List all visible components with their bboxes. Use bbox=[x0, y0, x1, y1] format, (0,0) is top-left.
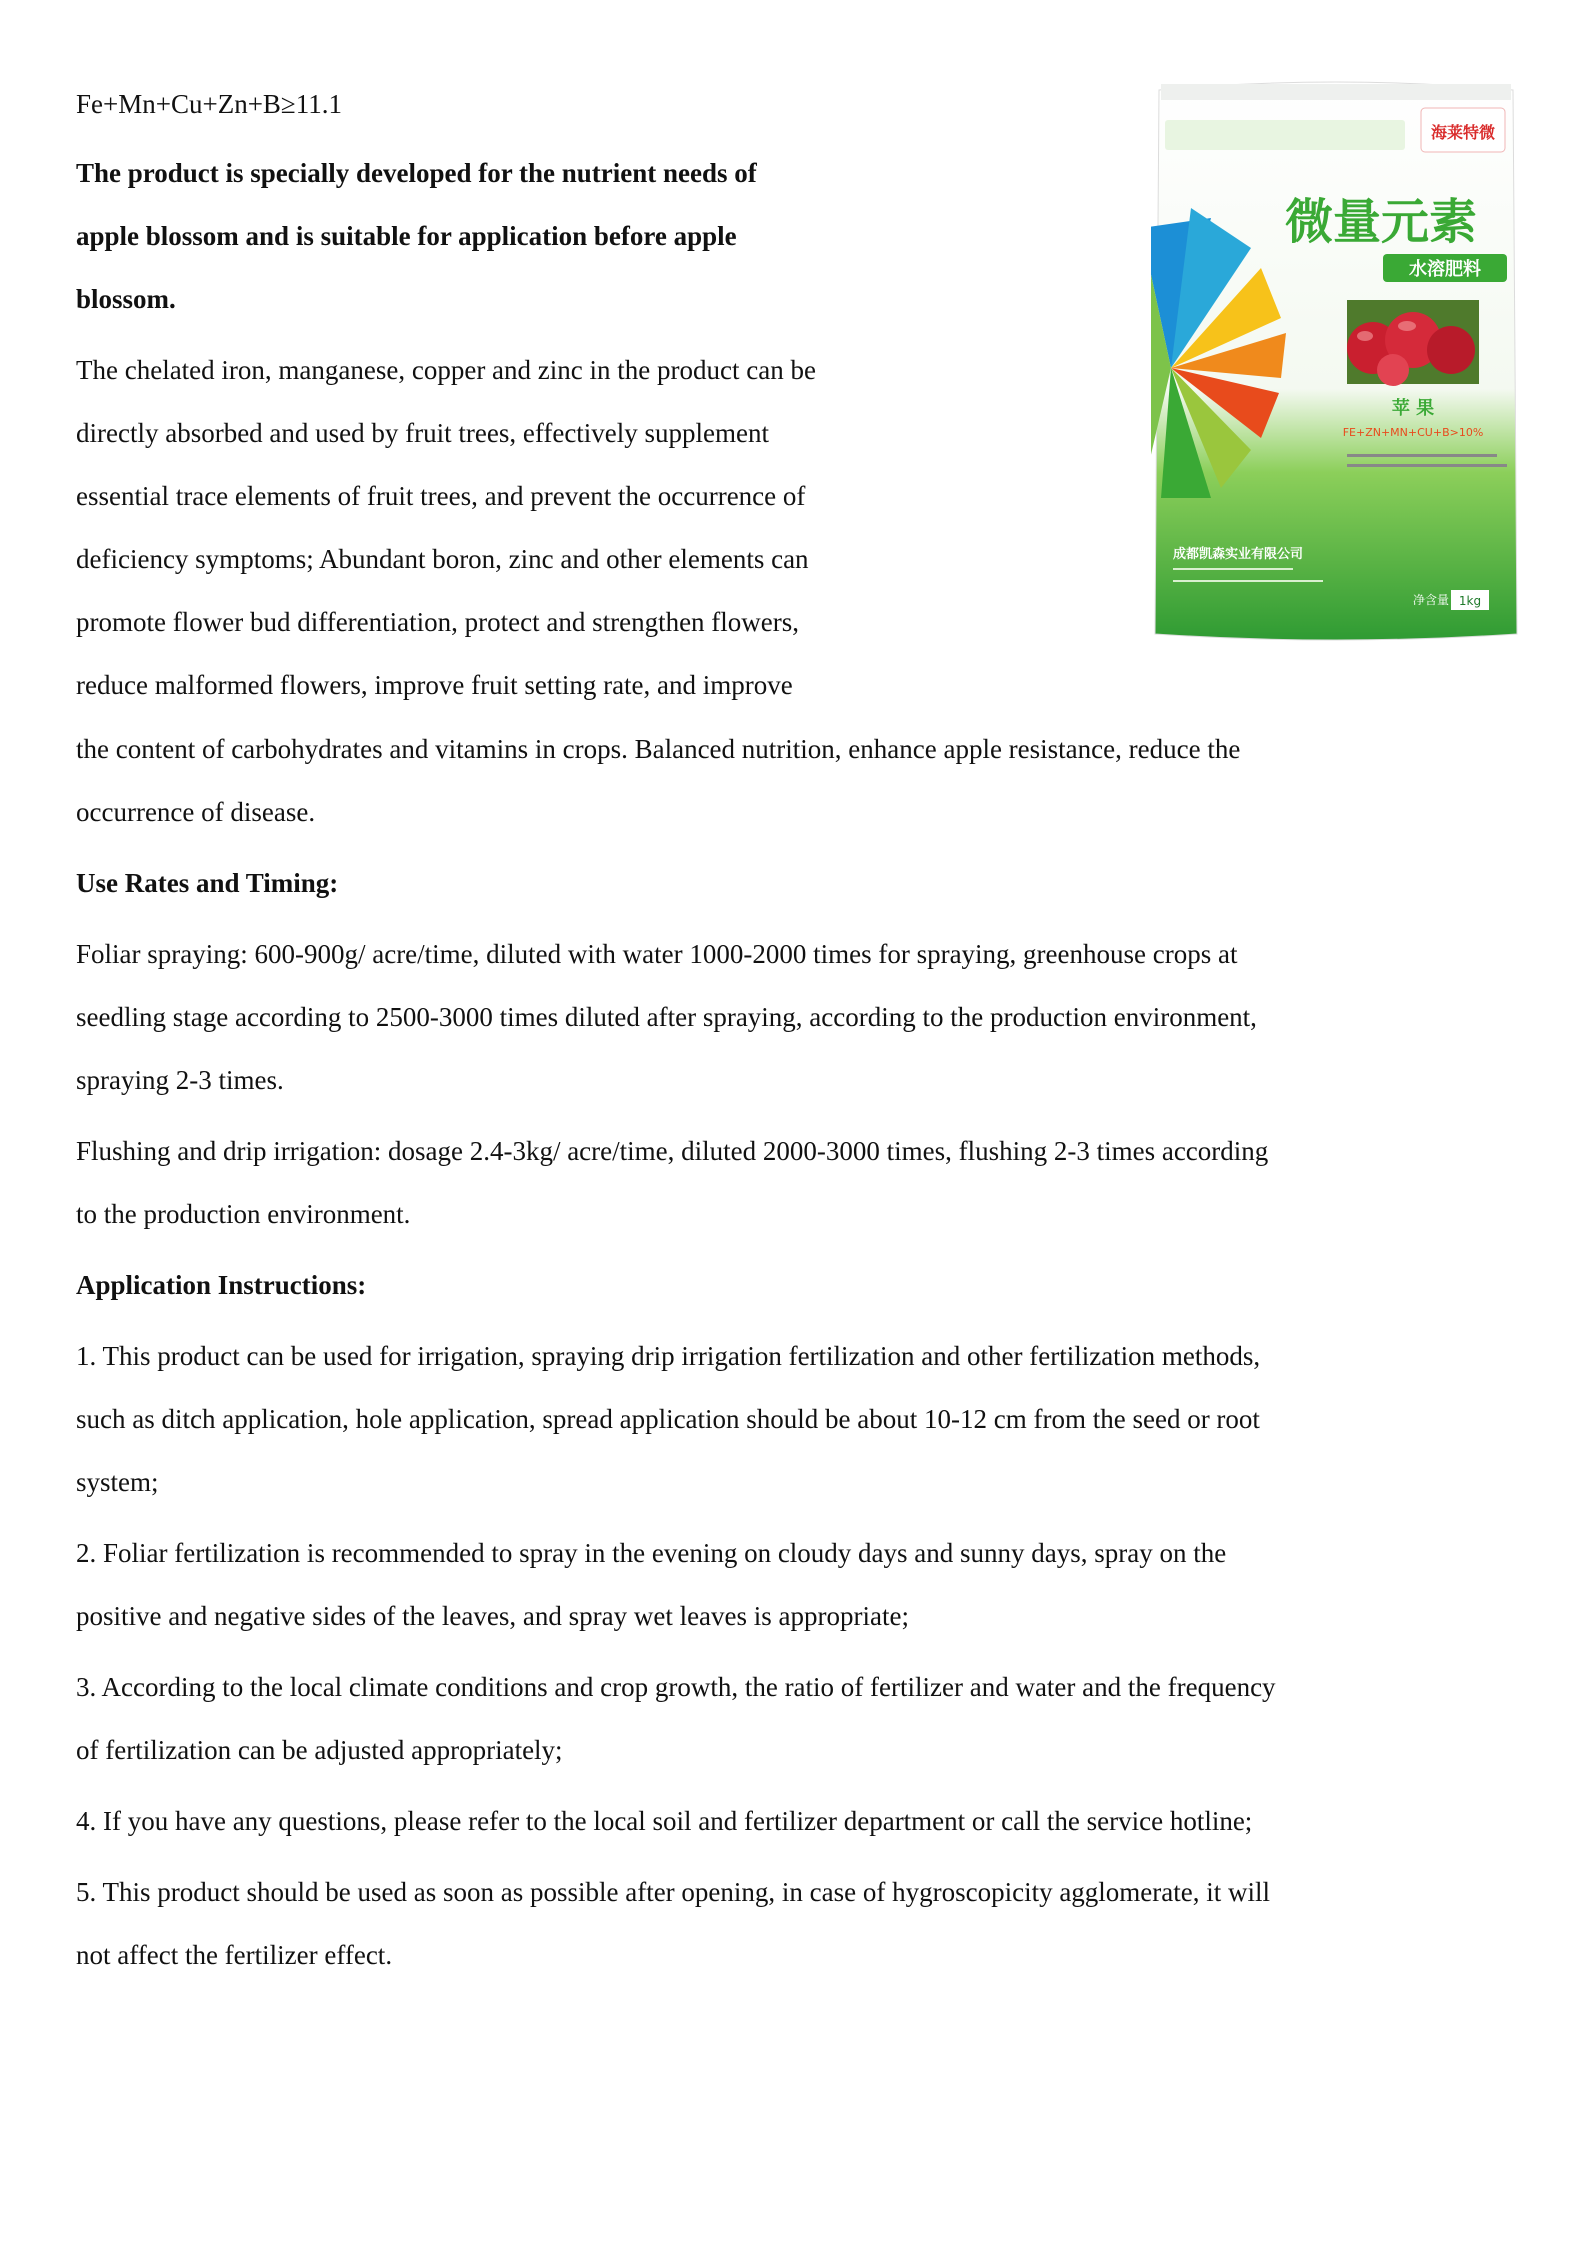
description-line: reduce malformed flowers, improve fruit setting rate, and improve bbox=[76, 670, 793, 700]
instruction-item bbox=[76, 1656, 1516, 1782]
intro-column bbox=[76, 0, 976, 717]
instruction-line: of fertilization can be adjusted appropriately; bbox=[76, 1735, 563, 1765]
instruction-item bbox=[76, 1790, 1516, 1853]
foliar-line: spraying 2-3 times. bbox=[76, 1065, 284, 1095]
instruction-line: positive and negative sides of the leaves, and spray wet leaves is appropriate; bbox=[76, 1601, 909, 1631]
bag-weight-value: 1kg bbox=[1458, 594, 1482, 608]
description-line: promote flower bud differentiation, protect and strengthen flowers, bbox=[76, 607, 800, 637]
irrigation-line: Flushing and drip irrigation: dosage 2.4-3kg/ acre/time, diluted 2000-3000 times, flushing 2-3 times according bbox=[76, 1136, 1269, 1166]
foliar-line: seedling stage according to 2500-3000 times diluted after spraying, according to the production environment, bbox=[76, 1002, 1257, 1032]
description-line: occurrence of disease. bbox=[76, 797, 316, 827]
bag-formula-text: FE+ZN+MN+CU+B>10% bbox=[1342, 426, 1484, 439]
irrigation-line: to the production environment. bbox=[76, 1199, 411, 1229]
foliar-line: Foliar spraying: 600-900g/ acre/time, diluted with water 1000-2000 times for spraying, greenhouse crops at bbox=[76, 939, 1238, 969]
formula-line: Fe+Mn+Cu+Zn+B≥11.1 bbox=[76, 89, 342, 119]
description-line: deficiency symptoms; Abundant boron, zinc and other elements can bbox=[76, 544, 809, 574]
use-rates-heading: Use Rates and Timing: bbox=[76, 868, 339, 898]
instruction-line: such as ditch application, hole application, spread application should be about 10-12 cm from the seed or root bbox=[76, 1404, 1260, 1434]
description-line: the content of carbohydrates and vitamins in crops. Balanced nutrition, enhance apple resistance, reduce the bbox=[76, 734, 1241, 764]
instruction-line: system; bbox=[76, 1467, 159, 1497]
instructions-heading: Application Instructions: bbox=[76, 1270, 367, 1300]
irrigation-paragraph bbox=[76, 1120, 1516, 1246]
apple-photo bbox=[1347, 300, 1479, 386]
instruction-line: not affect the fertilizer effect. bbox=[76, 1940, 393, 1970]
intro-bold-paragraph bbox=[76, 142, 976, 331]
description-line: The chelated iron, manganese, copper and zinc in the product can be bbox=[76, 355, 816, 385]
instruction-line: 4. If you have any questions, please refer to the local soil and fertilizer department or call the service hotline; bbox=[76, 1806, 1253, 1836]
intro-line: blossom. bbox=[76, 284, 176, 314]
description-line: essential trace elements of fruit trees, and prevent the occurrence of bbox=[76, 481, 806, 511]
bag-company-text: 成都凯森实业有限公司 bbox=[1173, 547, 1304, 562]
instruction-line: 1. This product can be used for irrigation, spraying drip irrigation fertilization and other fertilization methods, bbox=[76, 1341, 1261, 1371]
intro-line: apple blossom and is suitable for application before apple bbox=[76, 221, 737, 251]
description-paragraph bbox=[76, 339, 976, 717]
instruction-item bbox=[76, 1522, 1516, 1648]
intro-line: The product is specially developed for the nutrient needs of bbox=[76, 158, 757, 188]
instruction-line: 2. Foliar fertilization is recommended to spray in the evening on cloudy days and sunny days, spray on the bbox=[76, 1538, 1227, 1568]
instruction-item bbox=[76, 1861, 1516, 1987]
bag-title-text: 微量元素 bbox=[1284, 194, 1478, 250]
description-line: directly absorbed and used by fruit trees, effectively supplement bbox=[76, 418, 770, 448]
bag-subtitle-text: 水溶肥料 bbox=[1409, 259, 1481, 280]
instruction-line: 3. According to the local climate conditions and crop growth, the ratio of fertilizer and water and the frequency bbox=[76, 1672, 1276, 1702]
bag-crop-text: 苹 果 bbox=[1391, 398, 1435, 419]
main-column bbox=[76, 718, 1516, 1987]
product-bag-image bbox=[1151, 78, 1521, 644]
instruction-item bbox=[76, 1325, 1516, 1514]
bag-weight-label: 净含量 bbox=[1413, 593, 1450, 607]
bag-brand-text: 海莱特微 bbox=[1430, 123, 1496, 142]
foliar-paragraph bbox=[76, 923, 1516, 1112]
instruction-line: 5. This product should be used as soon as possible after opening, in case of hygroscopicity agglomerate, it will bbox=[76, 1877, 1271, 1907]
